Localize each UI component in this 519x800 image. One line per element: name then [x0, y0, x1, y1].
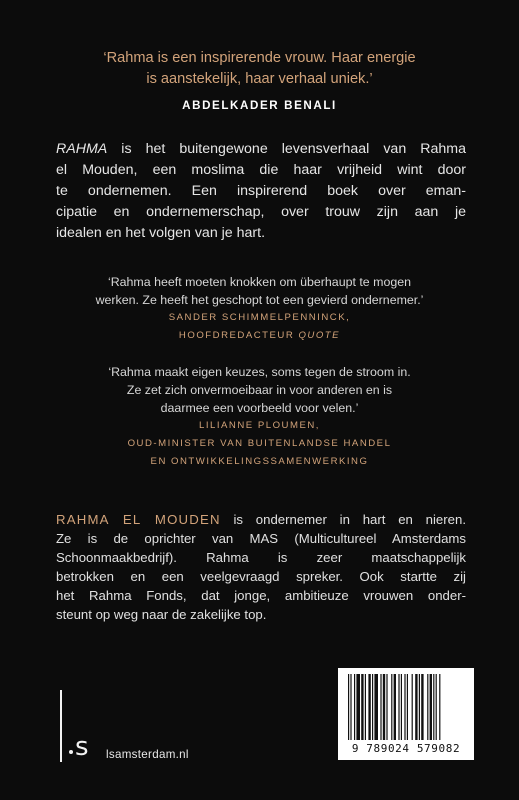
barcode-bar — [356, 674, 360, 740]
quote-ploumen — [40, 363, 479, 471]
barcode-bar — [412, 674, 413, 740]
bio-line: RAHMA EL MOUDEN is ondernemer in hart en nieren. — [56, 512, 466, 527]
blurb-line: te ondernemen. Een inspirerend boek over eman- — [56, 183, 466, 199]
publisher-website: lsamsterdam.nl — [106, 748, 189, 761]
barcode-bar — [361, 674, 363, 740]
top-quote-author: ABDELKADER BENALI — [182, 99, 337, 112]
barcode-bar — [394, 674, 396, 740]
barcode-bar — [415, 674, 417, 740]
top-quote — [40, 48, 479, 90]
quote-schimmelpenninck — [40, 273, 479, 345]
bio-line: Schoonmaakbedrijf). Rahma is zeer maatschappelijk — [56, 550, 466, 565]
quote-line: werken. Ze heeft het geschopt tot een gevierd ondernemer.’ — [95, 293, 424, 307]
barcode-bar — [350, 674, 351, 740]
barcode-bar — [421, 674, 423, 740]
bio-line: betrokken en een veelgevraagd spreker. Ook startte zij — [56, 569, 466, 584]
barcode-bar — [368, 674, 370, 740]
quote-author: SANDER SCHIMMELPENNINCK, — [168, 312, 351, 323]
barcode-bar — [380, 674, 381, 740]
barcode-bar — [433, 674, 434, 740]
blurb-line: cipatie en ondernemerschap, over trouw zijn aan je — [56, 204, 466, 220]
blurb-line: idealen en het volgen van je hart. — [56, 225, 266, 241]
barcode-bar — [419, 674, 420, 740]
barcode-bar — [374, 674, 378, 740]
barcode-bar — [391, 674, 392, 740]
logo-dot — [69, 750, 73, 754]
author-bio — [56, 510, 466, 624]
book-title: RAHMA — [56, 141, 108, 157]
logo-bar — [60, 690, 62, 762]
bio-line: Ze is de oprichter van MAS (Multicultureel Amsterdams — [56, 531, 466, 546]
author-name: RAHMA EL MOUDEN — [56, 512, 221, 527]
quote-line: ‘Rahma maakt eigen keuzes, soms tegen de stroom in. — [108, 365, 411, 379]
bio-line: het Rahma Fonds, dat jonge, ambitieuze vrouwen onder- — [56, 588, 466, 603]
quote-author-role: HOOFDREDACTEUR QUOTE — [178, 330, 341, 341]
blurb-line: el Mouden, een moslima die haar vrijheid wint door — [56, 162, 466, 178]
top-quote-line: ‘Rahma is een inspirerende vrouw. Haar energie — [103, 50, 416, 66]
logo-letter: s — [75, 732, 89, 762]
quote-author-role: EN ONTWIKKELINGSSAMENWERKING — [150, 456, 369, 467]
barcode-bar — [348, 674, 349, 740]
barcode-bar — [427, 674, 428, 740]
barcode-bars — [346, 674, 466, 740]
barcode-bar — [407, 674, 408, 740]
publisher-logo — [58, 690, 102, 764]
quote-line: Ze zet zich onvermoeibaar in voor anderen en is — [126, 383, 393, 397]
barcode-bar — [436, 674, 437, 740]
book-blurb — [56, 139, 466, 244]
isbn-digits: 9 789024 579082 — [351, 742, 461, 755]
barcode-bar — [383, 674, 385, 740]
quote-author-role: OUD-MINISTER VAN BUITENLANDSE HANDEL — [127, 438, 392, 449]
barcode-bar — [430, 674, 432, 740]
barcode-bar — [354, 674, 355, 740]
blurb-line: RAHMA is het buitengewone levensverhaal van Rahma — [56, 141, 466, 157]
quote-line: daarmee een voorbeeld voor velen.’ — [160, 401, 359, 415]
quote-author: LILIANNE PLOUMEN, — [199, 420, 320, 431]
isbn-barcode — [338, 668, 474, 760]
barcode-bar — [439, 674, 440, 740]
barcode-bar — [398, 674, 399, 740]
barcode-bar — [372, 674, 373, 740]
barcode-bar — [401, 674, 402, 740]
barcode-bar — [365, 674, 366, 740]
barcode-bar — [404, 674, 405, 740]
bio-line: steunt op weg naar de zakelijke top. — [56, 607, 267, 622]
barcode-bar — [386, 674, 387, 740]
publication-name: QUOTE — [298, 330, 341, 341]
top-quote-line: is aanstekelijk, haar verhaal uniek.’ — [146, 71, 373, 87]
quote-line: ‘Rahma heeft moeten knokken om überhaupt te mogen — [107, 275, 412, 289]
